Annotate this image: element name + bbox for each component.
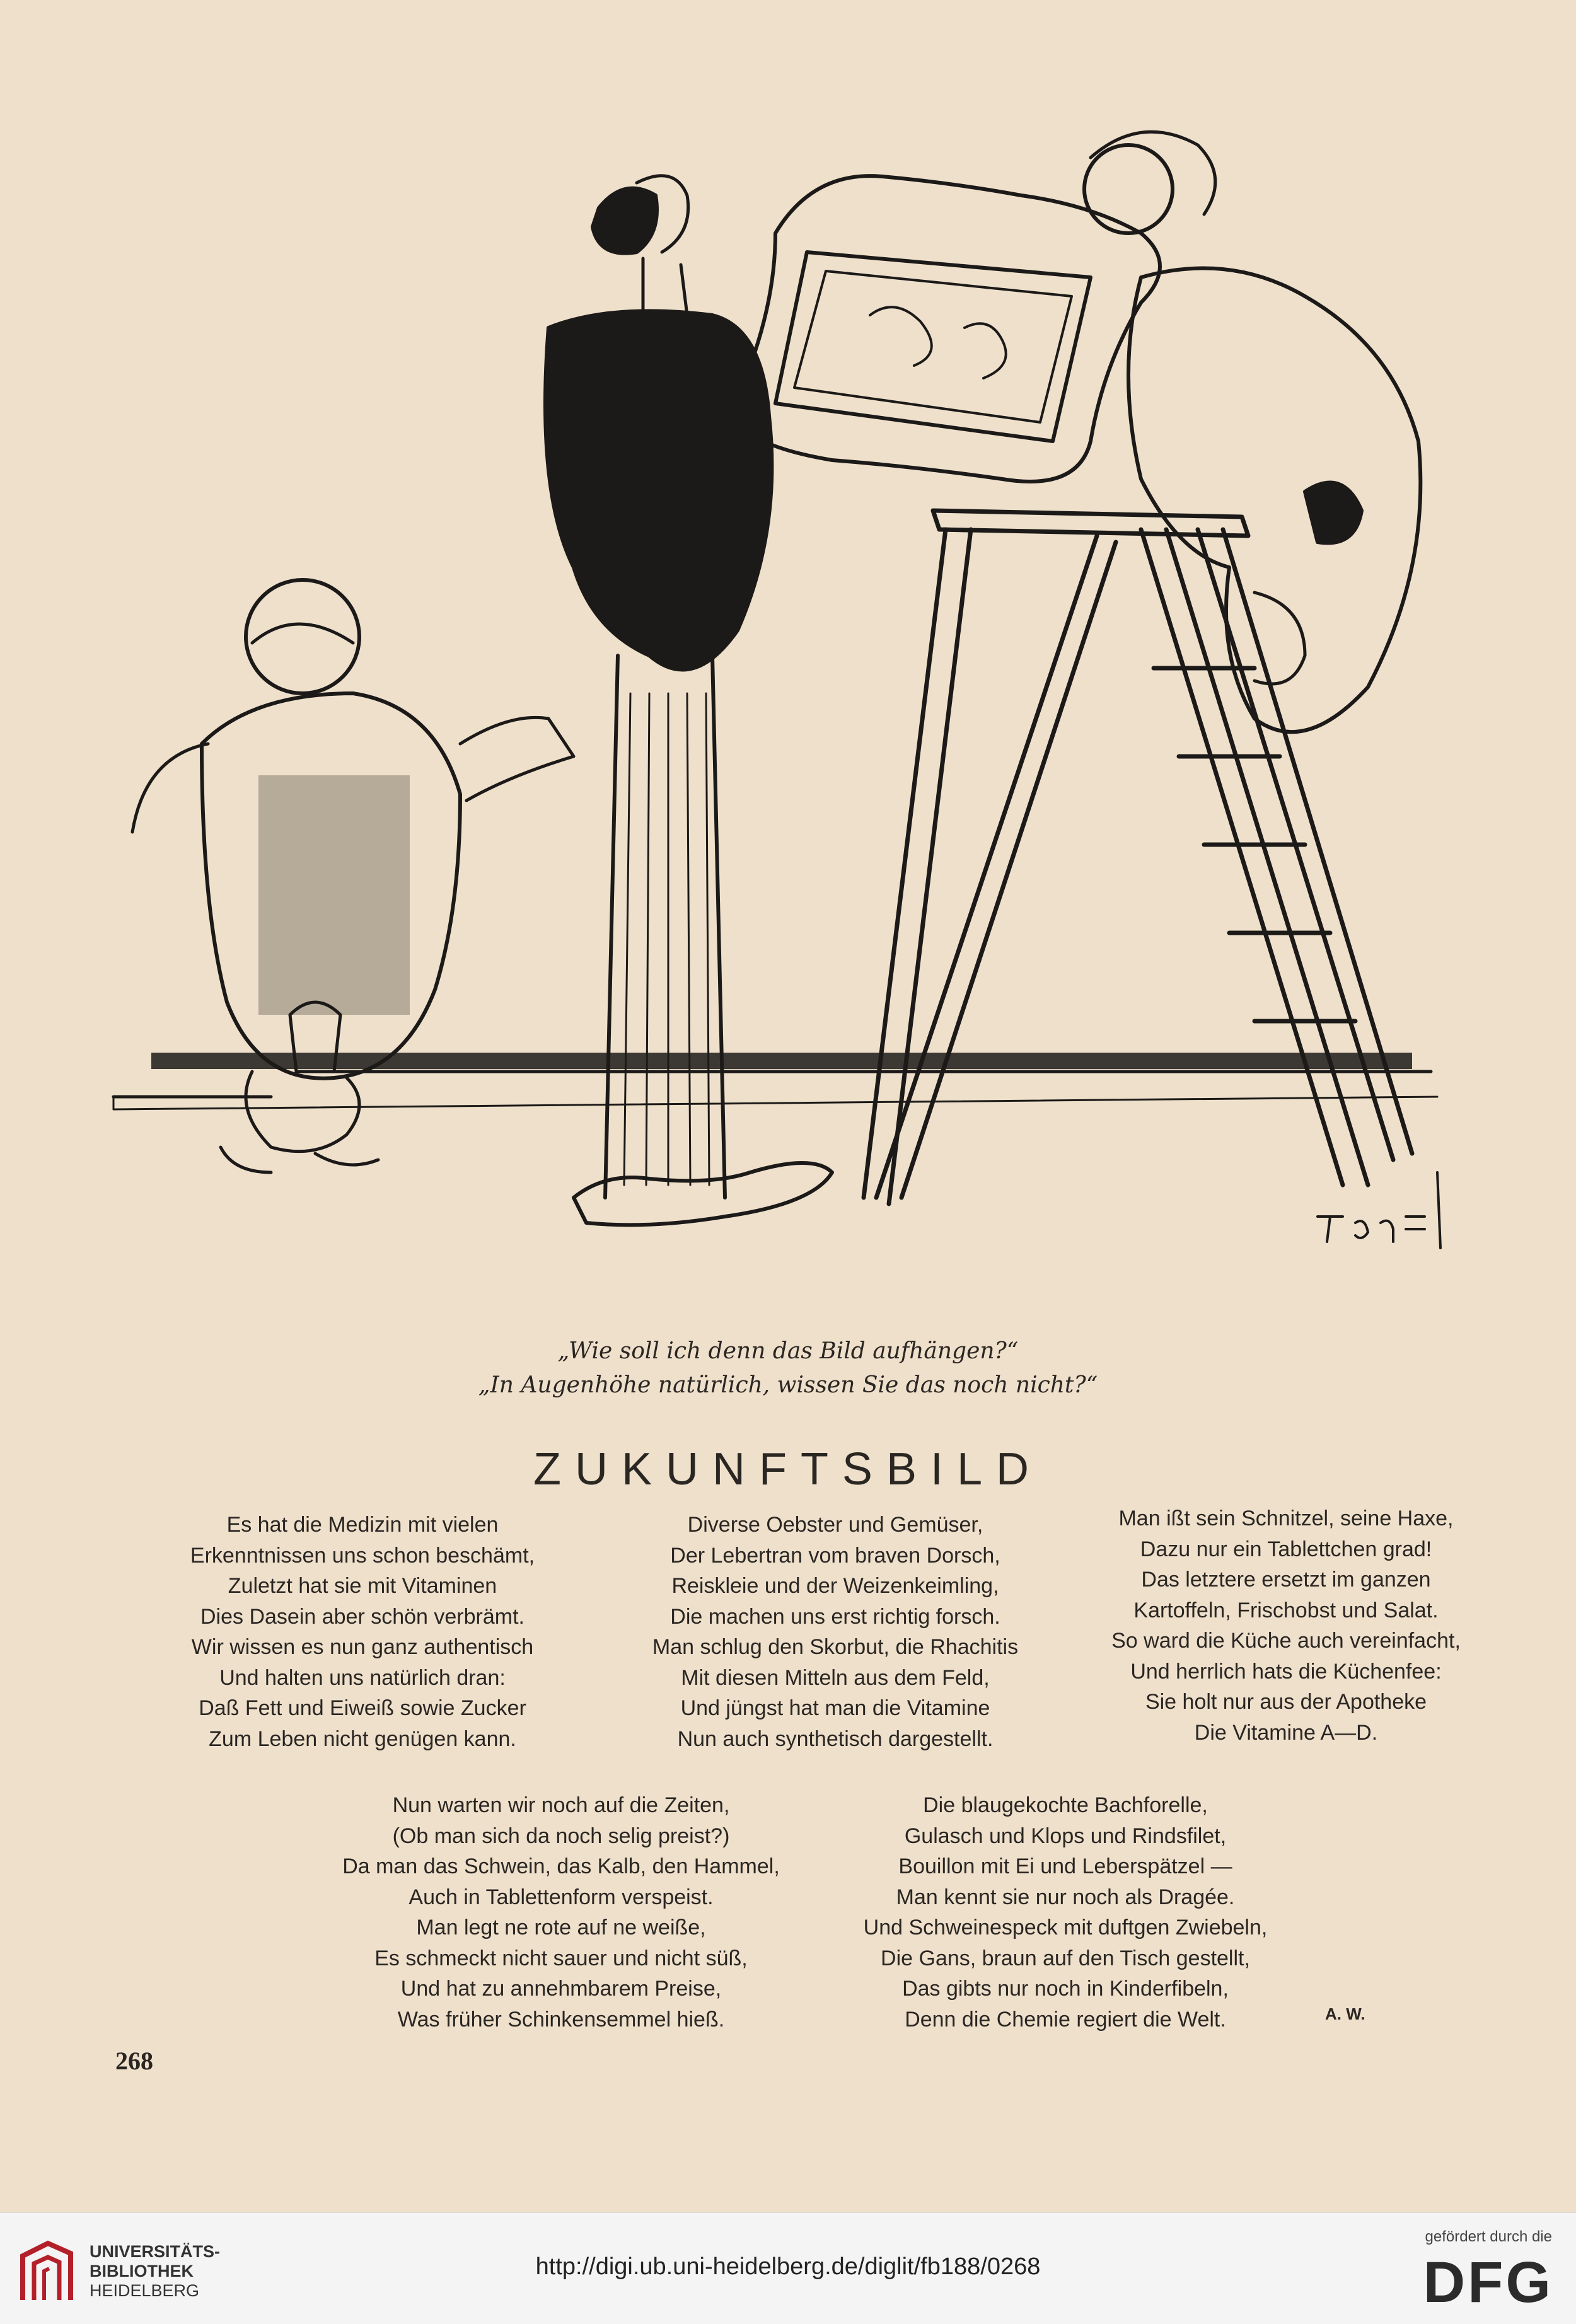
caption-line-1: „Wie soll ich denn das Bild aufhängen?“ [557, 1338, 1019, 1364]
stanza-4 [334, 1790, 788, 2035]
verse-line: Und Schweinespeck mit duftgen Zwiebeln, [863, 1916, 1268, 1940]
verse-line: Es schmeckt nicht sauer und nicht süß, [374, 1946, 748, 1970]
verse-line: Was früher Schinkensemmel hieß. [397, 2007, 725, 2032]
verse-line: Kartoffeln, Frischobst und Salat. [1133, 1598, 1439, 1622]
verse-line: Dies Dasein aber schön verbrämt. [200, 1604, 524, 1629]
verse-line: Mit diesen Mitteln aus dem Feld, [681, 1665, 990, 1690]
stanza-5 [838, 1790, 1292, 2035]
verse-line: Das letztere ersetzt im ganzen [1141, 1568, 1431, 1592]
verse-line: Man legt ne rote auf ne weiße, [416, 1916, 706, 1940]
verse-line: Nun warten wir noch auf die Zeiten, [392, 1793, 730, 1817]
verse-line: Zum Leben nicht genügen kann. [209, 1726, 516, 1751]
picture-frame [733, 176, 1160, 482]
poem-title: ZUKUNFTSBILD [533, 1444, 1043, 1494]
verse-line: So ward die Küche auch vereinfacht, [1111, 1629, 1461, 1653]
verse-line: Denn die Chemie regiert die Welt. [905, 2007, 1226, 2032]
stanza-2 [618, 1510, 1053, 1754]
stanza-3 [1072, 1503, 1500, 1748]
caption-line-2: „In Augenhöhe natürlich, wissen Sie das noch nicht?“ [478, 1372, 1098, 1398]
verse-line: Gulasch und Klops und Rindsfilet, [904, 1824, 1227, 1848]
verse-line: Die Vitamine A—D. [1194, 1720, 1378, 1745]
cartoon-illustration [107, 88, 1481, 1305]
artist-signature-mark [1318, 1172, 1440, 1248]
verse-line: Und herrlich hats die Küchenfee: [1130, 1659, 1442, 1684]
dfg-logo[interactable]: DFG [1423, 2250, 1553, 2315]
woman [132, 580, 574, 1172]
verse-line: Und hat zu annehmbarem Preise, [400, 1977, 722, 2001]
verse-line: Diverse Oebster und Gemüser, [687, 1513, 983, 1537]
verse-line: Da man das Schwein, das Kalb, den Hammel, [342, 1854, 780, 1878]
verse-line: Auch in Tablettenform verspeist. [408, 1885, 714, 1909]
library-line-3: HEIDELBERG [90, 2281, 200, 2300]
verse-line: Erkenntnissen uns schon beschämt, [190, 1543, 535, 1568]
verse-line: Reiskleie und der Weizenkeimling, [671, 1574, 999, 1598]
verse-line: Dazu nur ein Tablettchen grad! [1140, 1537, 1432, 1561]
verse-line: Der Lebertran vom braven Dorsch, [670, 1543, 1000, 1568]
verse-line: Die blaugekochte Bachforelle, [923, 1793, 1208, 1817]
footer-bar [0, 2212, 1576, 2324]
verse-line: Man ißt sein Schnitzel, seine Haxe, [1118, 1506, 1454, 1530]
verse-line: Daß Fett und Eiweiß sowie Zucker [199, 1696, 526, 1720]
stanza-1 [158, 1510, 567, 1754]
verse-line: Man schlug den Skorbut, die Rhachitis [652, 1635, 1019, 1659]
verse-line: (Ob man sich da noch selig preist?) [392, 1824, 730, 1848]
author-initials: A. W. [1325, 2004, 1365, 2023]
verse-line: Und jüngst hat man die Vitamine [680, 1696, 990, 1720]
man-on-ladder [1084, 132, 1420, 732]
verse-line: Zuletzt hat sie mit Vitaminen [228, 1574, 497, 1598]
verse-line: Das gibts nur noch in Kinderfibeln, [902, 1977, 1229, 2001]
library-line-1: UNIVERSITÄTS- [90, 2242, 221, 2261]
page-number: 268 [115, 2047, 153, 2075]
verse-line: Wir wissen es nun ganz authentisch [191, 1635, 534, 1659]
verse-line: Man kennt sie nur noch als Dragée. [896, 1885, 1235, 1909]
verse-line: Die Gans, braun auf den Tisch gestellt, [881, 1946, 1250, 1970]
document-url-link[interactable]: http://digi.ub.uni-heidelberg.de/diglit/fb188/0268 [535, 2253, 1041, 2280]
verse-line: Es hat die Medizin mit vielen [226, 1513, 499, 1537]
verse-line: Und halten uns natürlich dran: [219, 1665, 506, 1690]
verse-line: Sie holt nur aus der Apotheke [1145, 1690, 1427, 1714]
library-line-2: BIBLIOTHEK [90, 2262, 194, 2281]
sponsor-text: gefördert durch die [1425, 2228, 1552, 2245]
verse-line: Bouillon mit Ei und Leberspätzel — [898, 1854, 1232, 1878]
verse-line: Nun auch synthetisch dargestellt. [677, 1726, 994, 1751]
verse-line: Die machen uns erst richtig forsch. [670, 1604, 1000, 1629]
